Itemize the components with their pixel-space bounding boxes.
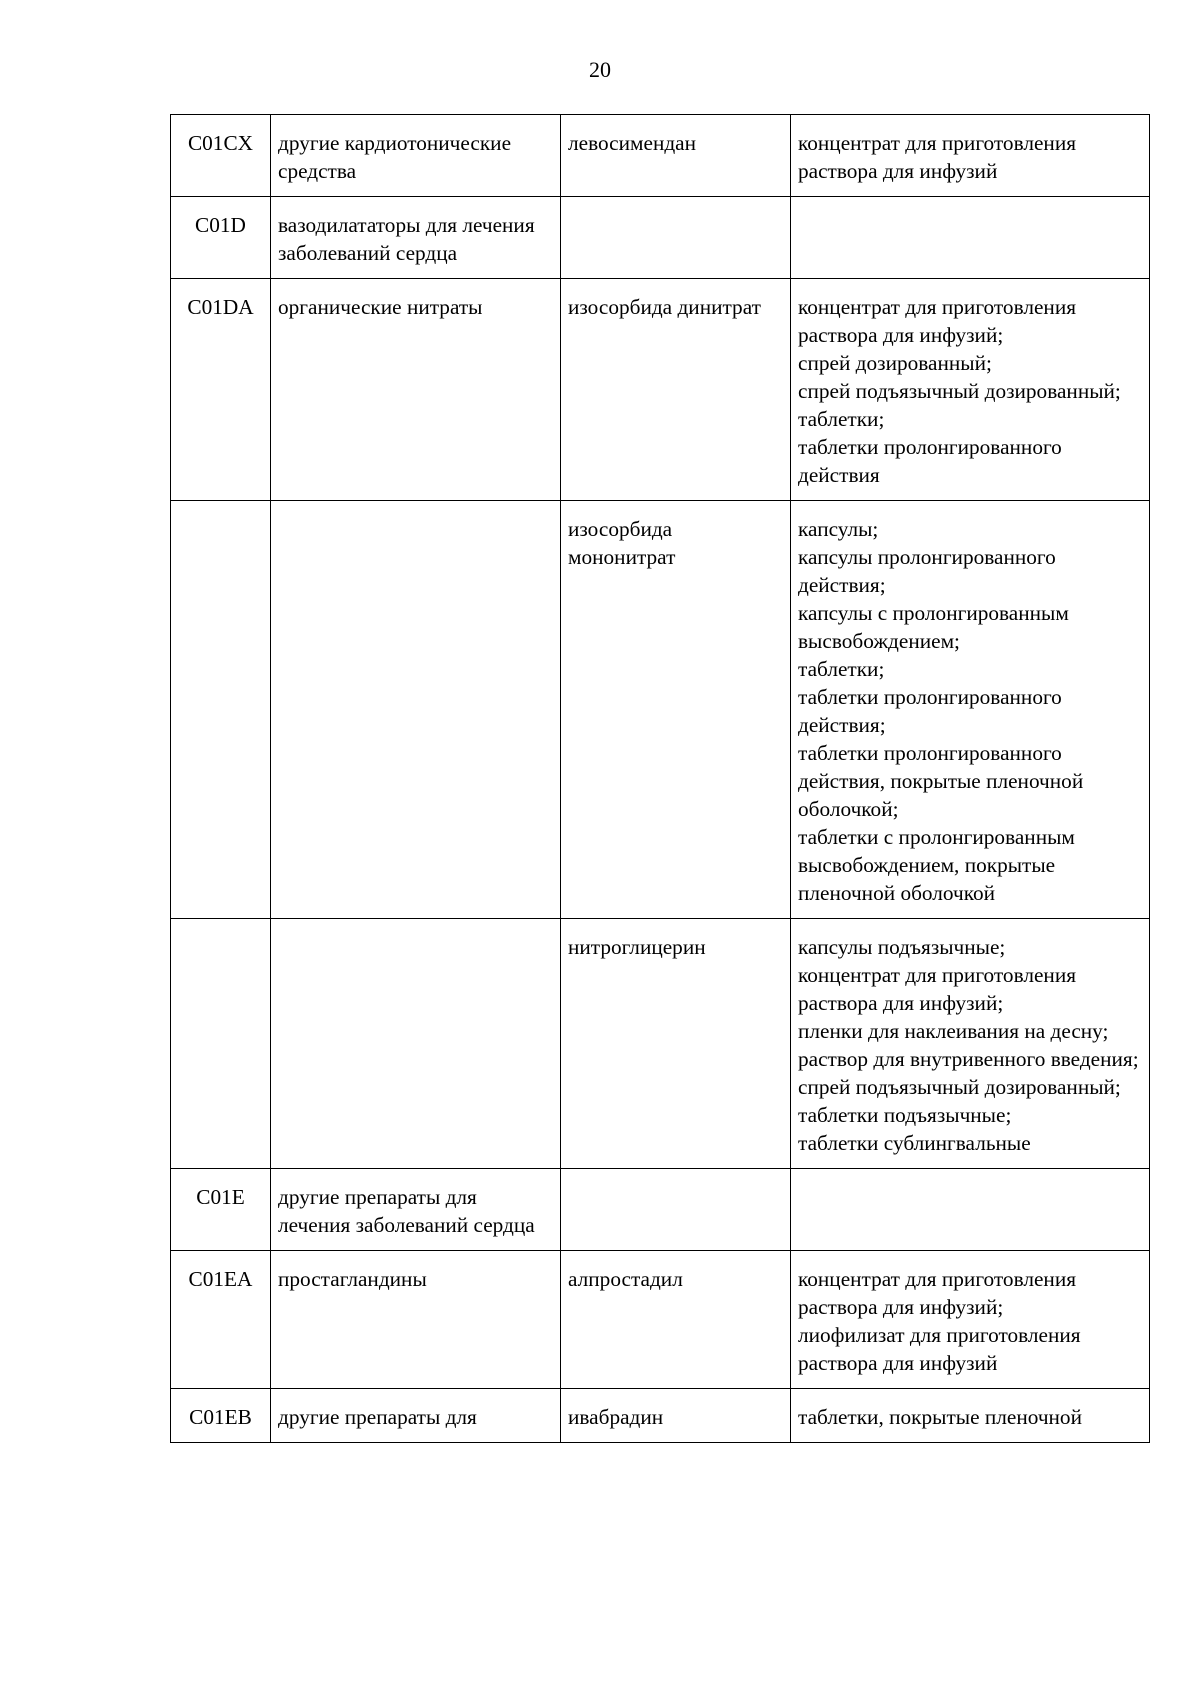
dosage-form: концентрат для приготовления раствора для инфузий: [798, 131, 1077, 183]
dosage-form: таблетки;: [798, 657, 885, 681]
dosage-forms-cell: [791, 919, 1150, 1169]
drug-name-cell: [561, 1169, 791, 1251]
drug-name-cell: изосорбида динитрат: [561, 279, 791, 501]
table-row: [171, 115, 1150, 197]
drug-name-cell: левосимендан: [561, 115, 791, 197]
group-name-cell: другие препараты для: [271, 1389, 561, 1443]
table-row: [171, 197, 1150, 279]
table-row: [171, 501, 1150, 919]
atc-code-cell: C01EA: [171, 1251, 271, 1389]
dosage-form: капсулы;: [798, 517, 879, 541]
dosage-forms-cell: [791, 1251, 1150, 1389]
atc-code-cell: C01DA: [171, 279, 271, 501]
dosage-form: таблетки, покрытые пленочной: [798, 1405, 1082, 1429]
drug-name-cell: нитроглицерин: [561, 919, 791, 1169]
dosage-form: лиофилизат для приготовления раствора для инфузий: [798, 1323, 1081, 1375]
group-name-cell: [271, 919, 561, 1169]
dosage-forms-cell: [791, 1389, 1150, 1443]
dosage-form: концентрат для приготовления раствора для инфузий;: [798, 295, 1077, 347]
dosage-form: таблетки с пролонгированным высвобождением, покрытые пленочной оболочкой: [798, 825, 1075, 905]
drug-name-cell: изосорбида мононитрат: [561, 501, 791, 919]
drug-name-cell: ивабрадин: [561, 1389, 791, 1443]
dosage-form: капсулы с пролонгированным высвобождением;: [798, 601, 1069, 653]
drug-name-cell: алпростадил: [561, 1251, 791, 1389]
dosage-form: пленки для наклеивания на десну;: [798, 1019, 1109, 1043]
dosage-forms-cell: [791, 1169, 1150, 1251]
dosage-form: таблетки пролонгированного действия;: [798, 685, 1062, 737]
dosage-form: капсулы подъязычные;: [798, 935, 1006, 959]
drug-classification-table: [170, 114, 1150, 1443]
group-name-cell: вазодилататоры для лечения заболеваний сердца: [271, 197, 561, 279]
dosage-form: спрей дозированный;: [798, 351, 992, 375]
dosage-forms-cell: [791, 115, 1150, 197]
table-row: [171, 1169, 1150, 1251]
dosage-forms-cell: [791, 279, 1150, 501]
dosage-form: таблетки пролонгированного действия: [798, 435, 1062, 487]
dosage-form: спрей подъязычный дозированный;: [798, 379, 1121, 403]
atc-code-cell: [171, 919, 271, 1169]
table-row: [171, 1389, 1150, 1443]
page-number: 20: [589, 57, 611, 82]
atc-code-cell: C01EB: [171, 1389, 271, 1443]
group-name-cell: другие препараты для лечения заболеваний сердца: [271, 1169, 561, 1251]
group-name-cell: органические нитраты: [271, 279, 561, 501]
table-row: [171, 1251, 1150, 1389]
dosage-form: таблетки сублингвальные: [798, 1131, 1031, 1155]
atc-code-cell: C01CX: [171, 115, 271, 197]
dosage-forms-cell: [791, 197, 1150, 279]
dosage-form: капсулы пролонгированного действия;: [798, 545, 1056, 597]
group-name-cell: [271, 501, 561, 919]
group-name-cell: другие кардиотонические средства: [271, 115, 561, 197]
dosage-form: раствор для внутривенного введения;: [798, 1047, 1139, 1071]
dosage-form: спрей подъязычный дозированный;: [798, 1075, 1121, 1099]
atc-code-cell: [171, 501, 271, 919]
drug-name-cell: [561, 197, 791, 279]
atc-code-cell: C01E: [171, 1169, 271, 1251]
dosage-form: концентрат для приготовления раствора для инфузий;: [798, 963, 1077, 1015]
dosage-form: таблетки подъязычные;: [798, 1103, 1012, 1127]
group-name-cell: простагландины: [271, 1251, 561, 1389]
dosage-form: таблетки пролонгированного действия, покрытые пленочной оболочкой;: [798, 741, 1084, 821]
table-row: [171, 279, 1150, 501]
dosage-form: таблетки;: [798, 407, 885, 431]
dosage-form: концентрат для приготовления раствора для инфузий;: [798, 1267, 1077, 1319]
table-row: [171, 919, 1150, 1169]
atc-code-cell: C01D: [171, 197, 271, 279]
dosage-forms-cell: [791, 501, 1150, 919]
